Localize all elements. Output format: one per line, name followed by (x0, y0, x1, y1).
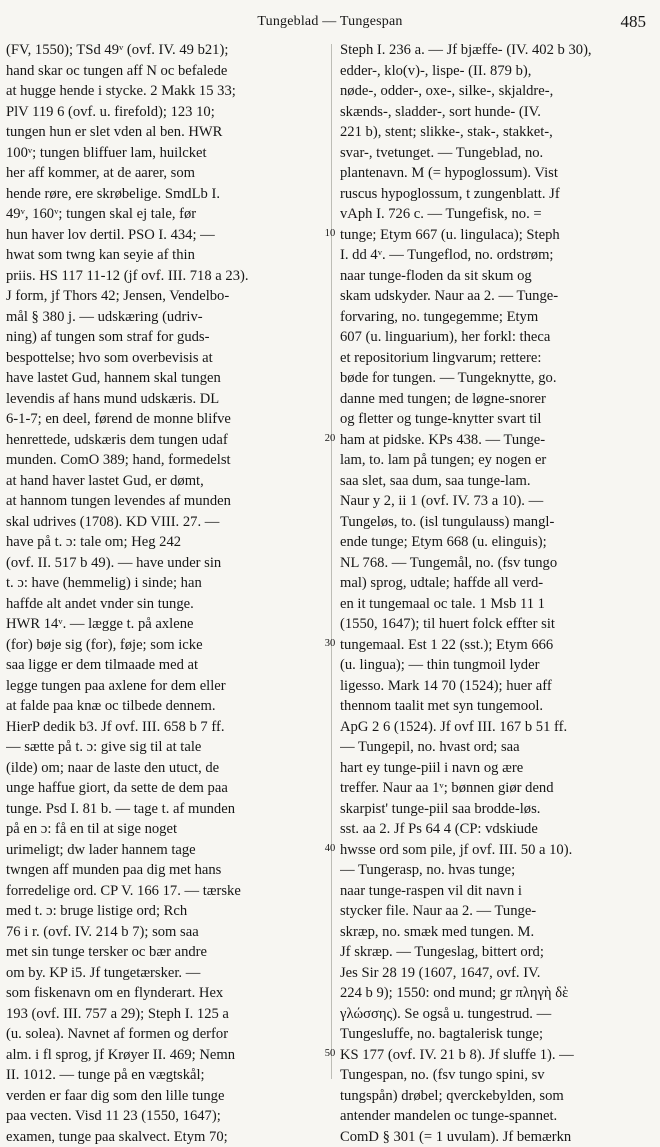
text-line: ComD § 301 (= 1 uvulam). Jf bemærkn (340, 1127, 650, 1147)
text-line: saa slet, saa dum, saa tunge-lam. (340, 471, 650, 492)
text-line: mal) sprog, udtale; haffde all verd- (340, 573, 650, 594)
text-line: om by. KP i5. Jf tungetærsker. — (6, 963, 316, 984)
page-header (0, 10, 660, 34)
text-line: — Tungerasp, no. hvas tunge; (340, 860, 650, 881)
text-line: bespottelse; hvo som overbevisis at (6, 348, 316, 369)
text-line: have på t. ɔ: tale om; Heg 242 (6, 532, 316, 553)
text-line: at hugge hende i stycke. 2 Makk 15 33; (6, 81, 316, 102)
text-line: Tungesluffe, no. bagtalerisk tunge; (340, 1024, 650, 1045)
text-line: hwsse ord som pile, jf ovf. III. 50 a 10). (340, 840, 650, 861)
right-column (340, 40, 650, 1147)
text-line: at hand haver lastet Gud, er dømt, (6, 471, 316, 492)
text-line: mål § 380 j. — udskæring (udriv- (6, 307, 316, 328)
text-line: tungspån) drøbel; qverckebylden, som (340, 1086, 650, 1107)
text-line: Naur y 2, ii 1 (ovf. IV. 73 a 10). — (340, 491, 650, 512)
text-line: Jes Sir 28 19 (1607, 1647, ovf. IV. (340, 963, 650, 984)
text-line: plantenavn. M (= hypoglossum). Vist (340, 163, 650, 184)
text-line: (ilde) om; naar de laste den utuct, de (6, 758, 316, 779)
text-line: naar tunge-raspen vil dit navn i (340, 881, 650, 902)
text-line: stycker file. Naur aa 2. — Tunge- (340, 901, 650, 922)
text-line: danne med tungen; de løgne-snorer (340, 389, 650, 410)
text-line: (ovf. II. 517 b 49). — have under sin (6, 553, 316, 574)
text-line: skænds-, sladder-, sort hunde- (IV. (340, 102, 650, 123)
text-line: (1550, 1647); til huert folck effter sit (340, 614, 650, 635)
text-line: 49ᵛ, 160ᵛ; tungen skal ej tale, før (6, 204, 316, 225)
text-line: et repositorium lingvarum; rettere: (340, 348, 650, 369)
text-line: skarpist' tunge-piil saa brodde-løs. (340, 799, 650, 820)
text-line: ham at pidske. KPs 438. — Tunge- (340, 430, 650, 451)
text-line: Steph I. 236 a. — Jf bjæffe- (IV. 402 b 30), (340, 40, 650, 61)
text-line: tunge. Psd I. 81 b. — tage t. af munden (6, 799, 316, 820)
text-line: naar tunge-floden da sit skum og (340, 266, 650, 287)
text-line: med t. ɔ: bruge listige ord; Rch (6, 901, 316, 922)
text-line: 76 i r. (ovf. IV. 214 b 7); som saa (6, 922, 316, 943)
text-line: skal udrives (1708). KD VIII. 27. — (6, 512, 316, 533)
text-line: haffde alt andet vnder sin tunge. (6, 594, 316, 615)
text-line: skam udskyder. Naur aa 2. — Tunge- (340, 286, 650, 307)
text-line: levendis af hans mund udskæris. DL (6, 389, 316, 410)
text-line: paa vecten. Visd 11 23 (1550, 1647); (6, 1106, 316, 1127)
text-line: treffer. Naur aa 1ᵛ; bønnen giør dend (340, 778, 650, 799)
text-line: ruscus hypoglossum, t zungenblatt. Jf (340, 184, 650, 205)
text-line: (u. solea). Navnet af formen og derfor (6, 1024, 316, 1045)
text-line: saa ligge er dem tilmaade med at (6, 655, 316, 676)
running-title: Tungeblad — Tungespan (0, 14, 660, 30)
text-line: γλώσσης). Se også u. tungestrud. — (340, 1004, 650, 1025)
text-line: ende tunge; Etym 668 (u. elinguis); (340, 532, 650, 553)
text-line: hende røre, ere skrøbelige. SmdLb I. (6, 184, 316, 205)
line-number: 20 (323, 433, 337, 444)
text-line: hwat som twng kan seyie af thin (6, 245, 316, 266)
text-line: en it tungemaal oc tale. 1 Msb 11 1 (340, 594, 650, 615)
text-line: 100ᵛ; tungen bliffuer lam, huilcket (6, 143, 316, 164)
text-line: som fiskenavn om en flynderart. Hex (6, 983, 316, 1004)
column-divider (331, 44, 332, 1079)
text-line: examen, tunge paa skalvect. Etym 70; (6, 1127, 316, 1147)
text-line: tungen hun er slet vden al ben. HWR (6, 122, 316, 143)
text-line: legge tungen paa axlene for dem eller (6, 676, 316, 697)
text-line: bøde for tungen. — Tungeknytte, go. (340, 368, 650, 389)
text-line: (FV, 1550); TSd 49ᵛ (ovf. IV. 49 b21); (6, 40, 316, 61)
text-line: vAph I. 726 c. — Tungefisk, no. = (340, 204, 650, 225)
text-line: her aff kommer, at de aarer, som (6, 163, 316, 184)
text-line: ning) af tungen som straf for guds- (6, 327, 316, 348)
text-line: sst. aa 2. Jf Ps 64 4 (CP: vdskiude (340, 819, 650, 840)
text-line: hart ey tunge-piil i navn og ære (340, 758, 650, 779)
text-line: svar-, tvetunget. — Tungeblad, no. (340, 143, 650, 164)
text-line: på en ɔ: få en til at sige noget (6, 819, 316, 840)
text-line: thennom taalit met syn tungemool. (340, 696, 650, 717)
text-line: tungemaal. Est 1 22 (sst.); Etym 666 (340, 635, 650, 656)
text-line: I. dd 4ᵛ. — Tungeflod, no. ordstrøm; (340, 245, 650, 266)
text-line: at falde paa knæ oc tilbede dennem. (6, 696, 316, 717)
text-line: (for) bøje sig (for), føje; som icke (6, 635, 316, 656)
text-line: skræp, no. smæk med tungen. M. (340, 922, 650, 943)
text-line: HierP dedik b3. Jf ovf. III. 658 b 7 ff. (6, 717, 316, 738)
text-line: ligesso. Mark 14 70 (1524); huer aff (340, 676, 650, 697)
text-line: nøde-, odder-, oxe-, silke-, skjaldre-, (340, 81, 650, 102)
text-line: Jf skræp. — Tungeslag, bittert ord; (340, 942, 650, 963)
text-line: met sin tunge tersker oc bær andre (6, 942, 316, 963)
text-line: PlV 119 6 (ovf. u. firefold); 123 10; (6, 102, 316, 123)
line-number: 30 (323, 638, 337, 649)
text-line: Tungespan, no. (fsv tungo spini, sv (340, 1065, 650, 1086)
text-line: — Tungepil, no. hvast ord; saa (340, 737, 650, 758)
text-line: forredelige ord. CP V. 166 17. — tærske (6, 881, 316, 902)
text-line: NL 768. — Tungemål, no. (fsv tungo (340, 553, 650, 574)
text-line: 6-1-7; en deel, førend de monne blifve (6, 409, 316, 430)
line-number: 10 (323, 228, 337, 239)
text-line: tunge; Etym 667 (u. lingulaca); Steph (340, 225, 650, 246)
text-line: forvaring, no. tungegemme; Etym (340, 307, 650, 328)
text-line: HWR 14ᵛ. — lægge t. på axlene (6, 614, 316, 635)
text-line: unge haffue giort, da sette de dem paa (6, 778, 316, 799)
text-line: KS 177 (ovf. IV. 21 b 8). Jf sluffe 1). — (340, 1045, 650, 1066)
page-number: 485 (621, 12, 647, 32)
text-line: hand skar oc tungen aff N oc befalede (6, 61, 316, 82)
text-line: urimeligt; dw lader hannem tage (6, 840, 316, 861)
text-line: lam, to. lam på tungen; ey nogen er (340, 450, 650, 471)
text-line: twngen aff munden paa dig met hans (6, 860, 316, 881)
text-line: ApG 2 6 (1524). Jf ovf III. 167 b 51 ff. (340, 717, 650, 738)
text-line: t. ɔ: have (hemmelig) i sinde; han (6, 573, 316, 594)
text-line: 607 (u. linguarium), her forkl: theca (340, 327, 650, 348)
text-line: edder-, klo(v)-, lispe- (II. 879 b), (340, 61, 650, 82)
text-line: 224 b 9); 1550: ond mund; gr πληγὴ δὲ (340, 983, 650, 1004)
text-line: henrettede, udskæris dem tungen udaf (6, 430, 316, 451)
text-line: 221 b), stent; slikke-, stak-, stakket-, (340, 122, 650, 143)
line-number: 40 (323, 843, 337, 854)
text-line: J form, jf Thors 42; Jensen, Vendelbo- (6, 286, 316, 307)
text-line: verden er faar dig som den lille tunge (6, 1086, 316, 1107)
text-line: hun haver lov dertil. PSO I. 434; — (6, 225, 316, 246)
text-line: antender mandelen oc tunge-spannet. (340, 1106, 650, 1127)
text-line: have lastet Gud, hannem skal tungen (6, 368, 316, 389)
text-line: at hannom tungen levendes af munden (6, 491, 316, 512)
text-line: (u. lingua); — thin tungmoil lyder (340, 655, 650, 676)
text-line: — sætte på t. ɔ: give sig til at tale (6, 737, 316, 758)
left-column (6, 40, 316, 1147)
text-line: munden. ComO 389; hand, formedelst (6, 450, 316, 471)
text-line: 193 (ovf. III. 757 a 29); Steph I. 125 a (6, 1004, 316, 1025)
text-line: priis. HS 117 11-12 (jf ovf. III. 718 a 23). (6, 266, 316, 287)
text-line: og fletter og tunge-knytter svart til (340, 409, 650, 430)
text-line: alm. i fl sprog, jf Krøyer II. 469; Nemn (6, 1045, 316, 1066)
text-line: Tungeløs, to. (isl tungulauss) mangl- (340, 512, 650, 533)
line-number: 50 (323, 1048, 337, 1059)
text-line: II. 1012. — tunge på en vægtskål; (6, 1065, 316, 1086)
